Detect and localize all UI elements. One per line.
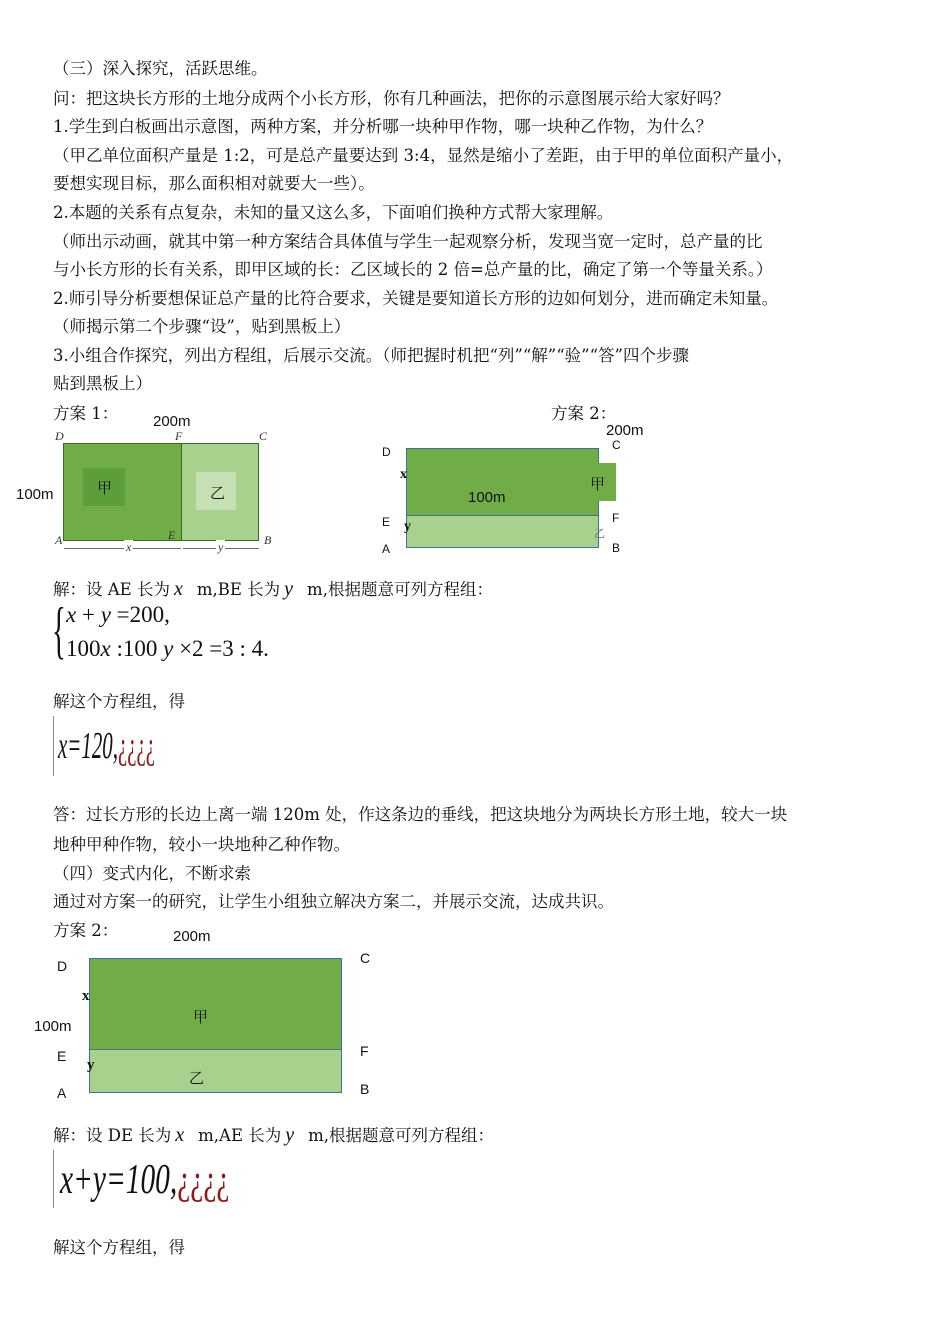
sol1-var-y: y xyxy=(284,578,294,600)
fig1-y-label: y xyxy=(218,540,224,554)
fig3-yi-region xyxy=(89,1049,342,1093)
solution-2-line xyxy=(53,1124,494,1147)
fig3-yi-label: 乙 xyxy=(189,1069,205,1087)
sol1-be: m,BE 长为 xyxy=(196,580,281,599)
fig2-label-c: C xyxy=(612,438,621,452)
fig2-x-label: x xyxy=(400,467,407,482)
fig2-label-b: B xyxy=(612,541,621,555)
eq2-text xyxy=(60,1156,229,1204)
step-three-line-2: 贴到黑板上） xyxy=(53,374,152,393)
fig3-label-a: A xyxy=(57,1085,67,1101)
solution-1-line xyxy=(53,578,493,601)
sol1-prefix: 解：设 AE 长为 xyxy=(53,580,170,599)
fig2-height-label: 100m xyxy=(468,489,506,506)
fig1-height-label: 100m xyxy=(16,486,54,503)
eq1-l2-rest: ×2 =3 : 4. xyxy=(173,636,269,661)
fig1-title: 方案 1： xyxy=(53,404,119,423)
eq1-brace: { xyxy=(52,594,66,665)
animation-line-2: 与小长方形的长有关系，即甲区域的长：乙区域长的 2 倍=总产量的比，确定了第一个等量关系。） xyxy=(53,260,773,279)
variation-line: 通过对方案一的研究，让学生小组独立解决方案二，并展示交流，达成共识。 xyxy=(53,892,614,911)
eq1-l1-x: x xyxy=(66,602,77,627)
eq1-l2-coef: 100 xyxy=(66,636,101,661)
fig3-jia-region xyxy=(89,958,342,1050)
fig3-jia-label: 甲 xyxy=(193,1008,209,1026)
fig2-title: 方案 2： xyxy=(551,404,617,423)
fig1-x-label: x xyxy=(126,540,132,554)
fig1-label-b: B xyxy=(264,533,272,547)
section-three-heading: （三）深入探究，活跃思维。 xyxy=(53,59,268,78)
section-four-heading: （四）变式内化，不断求索 xyxy=(53,864,251,883)
fig1-label-c: C xyxy=(259,429,268,443)
sol2-var-y: y xyxy=(285,1124,295,1146)
eq1-line-2 xyxy=(66,636,269,662)
fig1-x-dimension-line xyxy=(64,548,181,549)
eq1-l2-x: x xyxy=(100,636,111,661)
solve-line-1: 解这个方程组，得 xyxy=(53,692,185,711)
fig3-height-label: 100m xyxy=(34,1018,72,1035)
fig3-label-f: F xyxy=(360,1043,369,1059)
fig2-y-label: y xyxy=(404,519,411,534)
guide-line: 2.师引导分析要想保证总产量的比符合要求，关键是要知道长方形的边如何划分，进而确定未知量。 xyxy=(53,289,779,308)
eq1-l1-rest: =200, xyxy=(110,602,170,627)
fig1-yi-label: 乙 xyxy=(210,484,226,502)
answer-line-2: 地种甲种作物，较小一块地种乙种作物。 xyxy=(53,835,350,854)
fig2-width-label: 200m xyxy=(606,422,644,439)
sol2-ae: m,AE 长为 xyxy=(198,1126,282,1145)
fig3-width-label: 200m xyxy=(173,928,211,945)
result-1-garbled: ¿¿¿¿ xyxy=(117,725,156,767)
step-two-line: 2.本题的关系有点复杂，未知的量又这么多，下面咱们换种方式帮大家理解。 xyxy=(53,203,614,222)
reveal-line: （师揭示第二个步骤“设”，贴到黑板上） xyxy=(53,317,351,336)
fig2-yi-label: 乙 xyxy=(594,527,605,540)
fig2-label-f: F xyxy=(612,511,620,525)
fig3-label-c: C xyxy=(360,950,371,966)
fig1-label-d: D xyxy=(55,429,64,443)
sol2-tail: m,根据题意可列方程组： xyxy=(308,1126,495,1145)
fig2-label-d: D xyxy=(382,445,391,459)
explanation-line-2: 要想实现目标，那么面积相对就要大一些）。 xyxy=(53,174,375,193)
step-one-line: 1.学生到白板画出示意图，两种方案，并分析哪一块种甲作物，哪一块种乙作物，为什么？ xyxy=(53,117,713,136)
fig3-label-b: B xyxy=(360,1081,370,1097)
eq2-garbled: ¿¿¿¿ xyxy=(177,1157,230,1203)
eq1-l2-y: y xyxy=(163,636,174,661)
fig1-width-label: 200m xyxy=(153,413,191,430)
fig3-title: 方案 2： xyxy=(53,921,119,940)
sol1-tail: m,根据题意可列方程组： xyxy=(307,580,493,599)
fig1-jia-label: 甲 xyxy=(97,479,113,497)
fig1-label-f: F xyxy=(175,429,183,443)
answer-line-1: 答：过长方形的长边上离一端 120m 处，作这条边的垂线，把这块地分为两块长方形土地，较大一块 xyxy=(53,805,788,824)
fig2-yi-region xyxy=(406,515,599,548)
step-three-line-1: 3.小组合作探究，列出方程组，后展示交流。（师把握时机把“列”“解”“验”“答”四个步骤 xyxy=(53,346,689,365)
eq1-l1-plus: + xyxy=(76,602,101,627)
fig3-x-label: x xyxy=(82,988,90,1004)
fig2-label-a: A xyxy=(382,542,391,556)
result-1-text xyxy=(58,724,155,768)
result-1-value: x=120, xyxy=(58,725,118,767)
solve-line-2: 解这个方程组，得 xyxy=(53,1238,185,1257)
fig3-label-e: E xyxy=(57,1048,67,1064)
sol2-prefix: 解：设 DE 长为 xyxy=(53,1126,172,1145)
eq1-line-1 xyxy=(66,602,170,628)
eq2-bar xyxy=(53,1150,54,1208)
eq1-l1-y: y xyxy=(100,602,111,627)
explanation-line-1: （甲乙单位面积产量是 1:2，可是总产量要达到 3:4，显然是缩小了差距，由于甲的单位面积产量小， xyxy=(53,146,794,165)
question-line: 问：把这块长方形的土地分成两个小长方形，你有几种画法，把你的示意图展示给大家好吗？ xyxy=(53,89,730,108)
fig3-label-d: D xyxy=(57,958,68,974)
result-1-bar xyxy=(53,716,54,776)
animation-line-1: （师出示动画，就其中第一种方案结合具体值与学生一起观察分析，发现当宽一定时，总产量的比 xyxy=(53,232,763,251)
fig1-label-e: E xyxy=(168,528,176,542)
eq1-l2-mid: :100 xyxy=(110,636,164,661)
sol1-var-x: x xyxy=(173,578,183,600)
fig2-label-e: E xyxy=(382,515,391,529)
eq2-value: x+y=100, xyxy=(60,1157,178,1203)
sol2-var-x: x xyxy=(175,1124,185,1146)
fig1-label-a: A xyxy=(55,533,63,547)
fig3-y-label: y xyxy=(87,1057,95,1073)
fig2-jia-label: 甲 xyxy=(590,475,606,493)
